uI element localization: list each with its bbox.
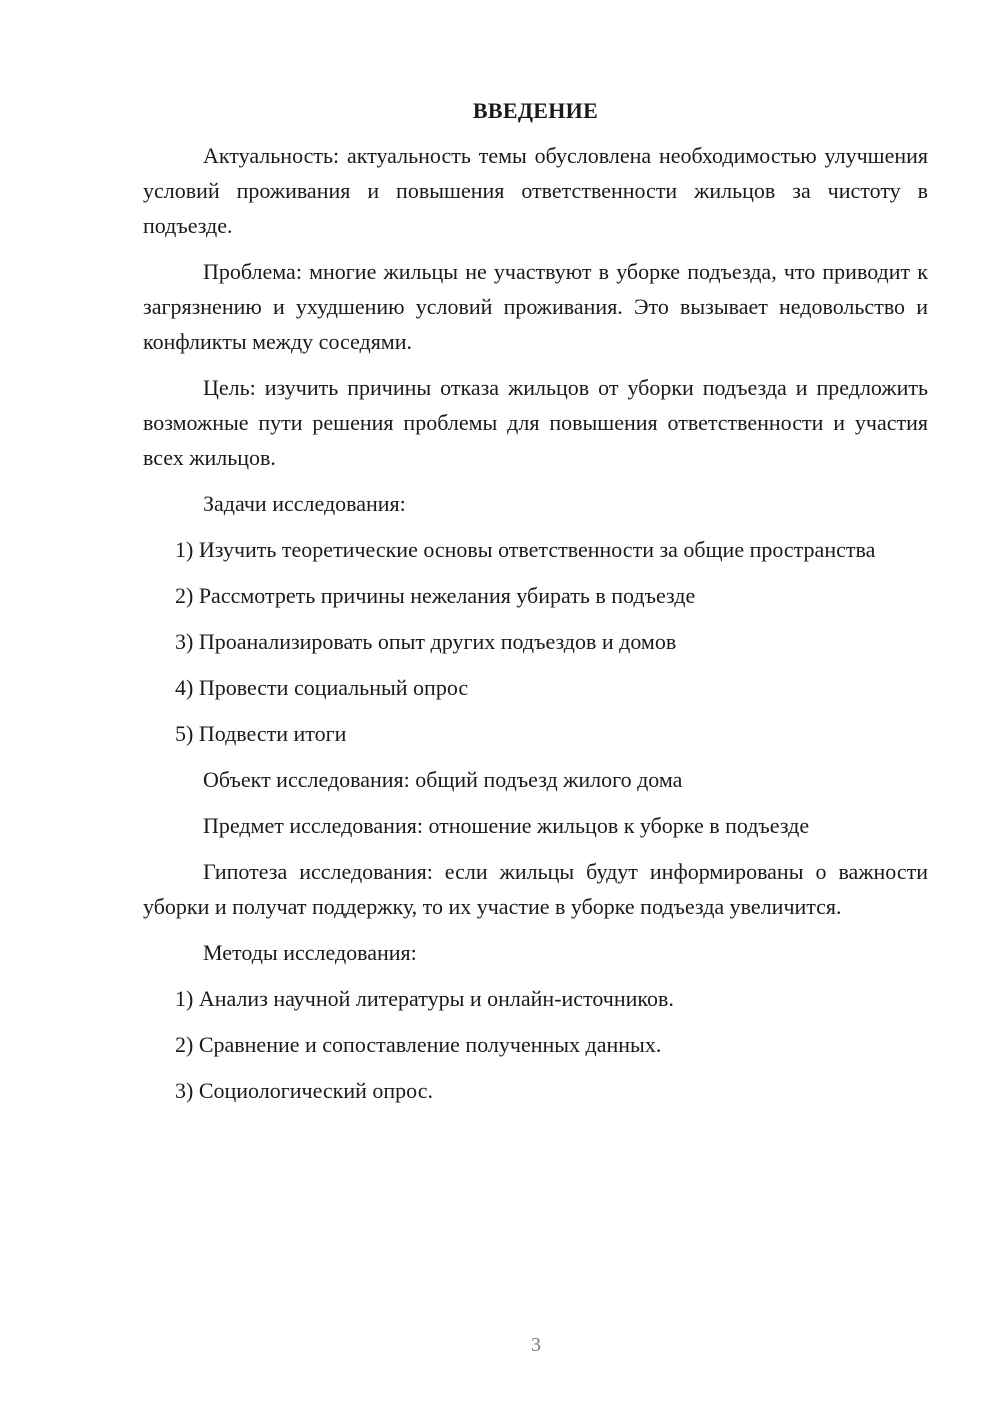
paragraph-hypothesis: Гипотеза исследования: если жильцы будут информированы о важности уборки и получат поддержку, то их участие в уборке подъезда увеличится. [143,859,928,919]
method-item-1: 1) Анализ научной литературы и онлайн-источников. [175,986,674,1011]
task-item-3: 3) Проанализировать опыт других подъездов и домов [175,629,677,654]
task-item-1: 1) Изучить теоретические основы ответственности за общие пространства [175,537,876,562]
page-number: 3 [531,1334,541,1356]
paragraph-problem: Проблема: многие жильцы не участвуют в уборке подъезда, что приводит к загрязнению и ухудшению условий проживания. Это вызывает недовольство и конфликты между соседями. [143,259,928,354]
methods-heading: Методы исследования: [203,940,417,965]
task-item-5: 5) Подвести итоги [175,721,347,746]
tasks-heading: Задачи исследования: [203,491,406,516]
section-title: ВВЕДЕНИЕ [472,98,599,123]
paragraph-goal: Цель: изучить причины отказа жильцов от уборки подъезда и предложить возможные пути решения проблемы для повышения ответственности и участия всех жильцов. [143,375,928,470]
task-item-2: 2) Рассмотреть причины нежелания убирать в подъезде [175,583,696,608]
document-body [143,96,928,1119]
method-item-2: 2) Сравнение и сопоставление полученных данных. [175,1032,662,1057]
paragraph-object: Объект исследования: общий подъезд жилого дома [203,767,683,792]
paragraph-subject: Предмет исследования: отношение жильцов к уборке в подъезде [203,813,810,838]
task-item-4: 4) Провести социальный опрос [175,675,469,700]
method-item-3: 3) Социологический опрос. [175,1078,433,1103]
paragraph-relevance: Актуальность: актуальность темы обусловлена необходимостью улучшения условий проживания и повышения ответственности жильцов за чистоту в подъезде. [143,143,928,238]
